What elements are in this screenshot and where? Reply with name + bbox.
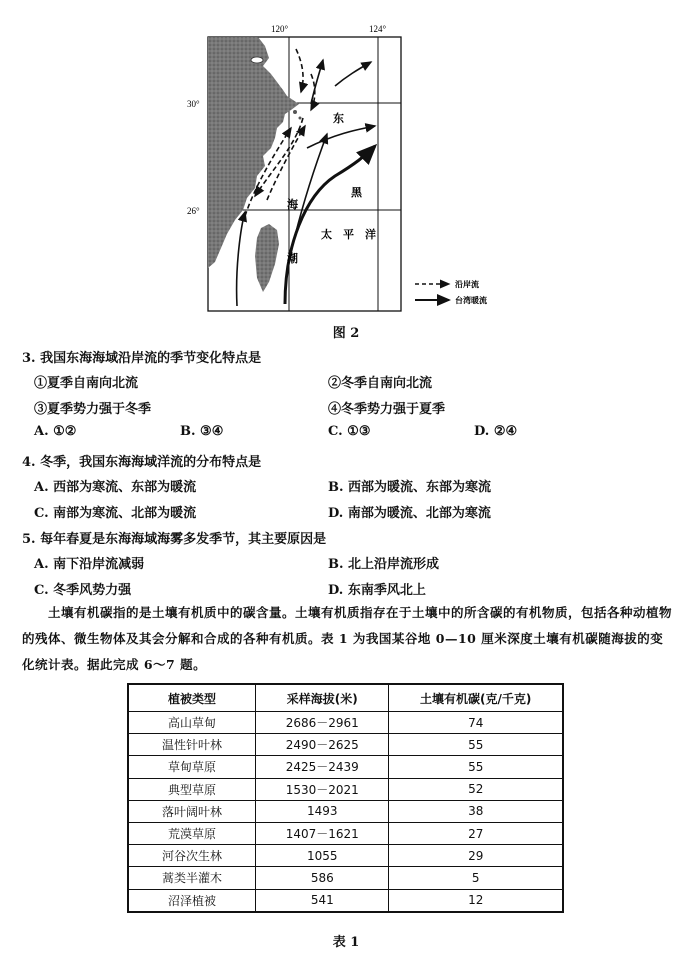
q4-option-d: D. 南部为暖流、北部为寒流 [328, 506, 491, 521]
cell-carbon: 5 [389, 867, 563, 889]
q5-option-c: C. 冬季风势力强 [34, 583, 132, 598]
table-row [128, 712, 563, 734]
table-row [128, 800, 563, 822]
cell-vegetation: 落叶阔叶林 [128, 800, 256, 822]
header-soil-carbon: 土壤有机碳(克/千克) [389, 684, 563, 712]
lon-label-124: 124° [369, 24, 387, 34]
cell-carbon: 38 [389, 800, 563, 822]
cell-carbon: 74 [389, 712, 563, 734]
q5-option-d: D. 东南季风北上 [328, 583, 426, 598]
map-label-yang: 洋 [365, 228, 376, 241]
q3-statement-3: ③夏季势力强于冬季 [34, 402, 152, 417]
cell-altitude: 1055 [256, 845, 389, 867]
cell-vegetation: 高山草甸 [128, 712, 256, 734]
cell-altitude: 1407－1621 [256, 822, 389, 844]
cell-carbon: 52 [389, 778, 563, 800]
cell-altitude: 1493 [256, 800, 389, 822]
header-vegetation: 植被类型 [128, 684, 256, 712]
lat-label-26: 26° [187, 206, 200, 216]
q4-option-b: B. 西部为暖流、东部为寒流 [328, 480, 492, 495]
q3-option-b: B. ③④ [180, 424, 224, 439]
cell-vegetation: 荒漠草原 [128, 822, 256, 844]
table-row [128, 867, 563, 889]
legend-coastal-label: 沿岸流 [455, 280, 479, 289]
question-3-stem: 3. 我国东海海域沿岸流的季节变化特点是 [22, 351, 262, 366]
cell-carbon: 55 [389, 756, 563, 778]
q3-statement-1: ①夏季自南向北流 [34, 376, 139, 391]
map-label-chao: 潮 [287, 252, 298, 265]
cell-altitude: 541 [256, 889, 389, 912]
header-altitude: 采样海拔(米) [256, 684, 389, 712]
question-5-stem: 5. 每年春夏是东海海域海雾多发季节，其主要原因是 [22, 532, 327, 547]
cell-altitude: 2686－2961 [256, 712, 389, 734]
map-label-black: 黑 [351, 186, 362, 199]
cell-altitude: 586 [256, 867, 389, 889]
cell-altitude: 2490－2625 [256, 734, 389, 756]
question-4-stem: 4. 冬季，我国东海海域洋流的分布特点是 [22, 455, 262, 470]
cell-vegetation: 河谷次生林 [128, 845, 256, 867]
table-row [128, 756, 563, 778]
ocean-current-map-svg [187, 16, 505, 316]
cell-vegetation: 典型草原 [128, 778, 256, 800]
legend-warm-label: 台湾暖流 [455, 296, 487, 305]
cell-vegetation: 蒿类半灌木 [128, 867, 256, 889]
cell-carbon: 29 [389, 845, 563, 867]
q3-option-d: D. ②④ [474, 424, 518, 439]
q3-statement-2: ②冬季自南向北流 [328, 376, 433, 391]
q4-option-c: C. 南部为寒流、北部为暖流 [34, 506, 197, 521]
cell-carbon: 27 [389, 822, 563, 844]
table-1-caption: 表 1 [332, 935, 360, 950]
table-row [128, 889, 563, 912]
cell-vegetation: 沼泽植被 [128, 889, 256, 912]
q3-option-c: C. ①③ [328, 424, 371, 439]
q3-option-a: A. ①② [34, 424, 77, 439]
map-label-tai: 太 [321, 228, 332, 241]
table-row [128, 845, 563, 867]
q3-statement-4: ④冬季势力强于夏季 [328, 402, 446, 417]
passage-text: 土壤有机碳指的是土壤有机质中的碳含量。土壤有机质指存在于土壤中的所含碳的有机物质，包括各种动植物的残体、微生物体及其会分解和合成的各种有机质。表 1 为我国某谷地 0—10 厘米深度土壤有机碳随海拔的变化统计表。据此完成 6～7 题。 [22, 605, 673, 672]
table-row [128, 822, 563, 844]
table-row [128, 778, 563, 800]
table-header-row [128, 684, 563, 712]
cell-vegetation: 温性针叶林 [128, 734, 256, 756]
figure-2-map [187, 16, 505, 316]
cell-carbon: 12 [389, 889, 563, 912]
q5-option-a: A. 南下沿岸流减弱 [34, 557, 145, 572]
cell-altitude: 2425－2439 [256, 756, 389, 778]
map-label-east: 东 [333, 112, 344, 125]
cell-carbon: 55 [389, 734, 563, 756]
lon-label-120: 120° [271, 24, 289, 34]
lat-label-30: 30° [187, 99, 200, 109]
table-1 [127, 683, 564, 913]
map-label-sea: 海 [287, 198, 298, 211]
map-label-ping: 平 [343, 228, 354, 241]
figure-2-caption: 图 2 [332, 326, 360, 341]
cell-vegetation: 草甸草原 [128, 756, 256, 778]
q5-option-b: B. 北上沿岸流形成 [328, 557, 440, 572]
table-row [128, 734, 563, 756]
cell-altitude: 1530－2021 [256, 778, 389, 800]
q4-option-a: A. 西部为寒流、东部为暖流 [34, 480, 197, 495]
